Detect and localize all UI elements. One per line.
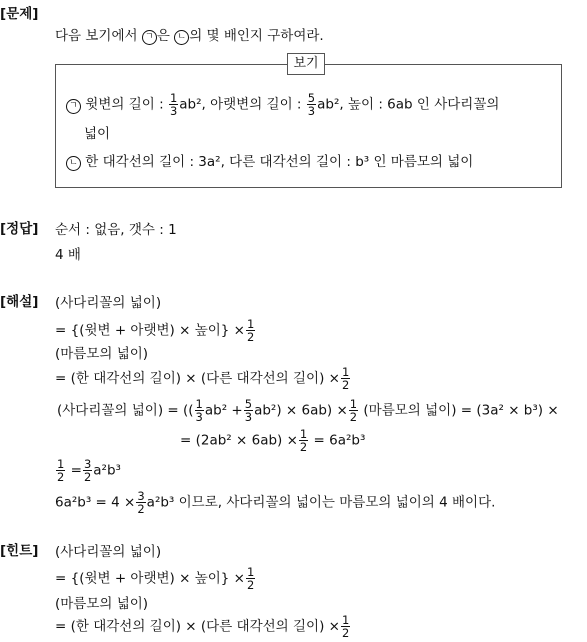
item1-text-a: 윗변의 길이 : [85, 96, 168, 113]
fraction-half: $\frac{1}{2}$ [349, 397, 358, 425]
bogi-item-1 [66, 92, 499, 117]
fraction-three-halves: $\frac{3}{2}$ [137, 489, 145, 517]
question-text-c: 의 몇 배인지 구하여라. [189, 28, 324, 44]
answer-line-2: 4 배 [55, 247, 81, 263]
solution-line-7: $\frac{1}{2}$ = $\frac{3}{2}$ a²b³ [57, 457, 121, 485]
hint-line-4: = (한 대각선의 길이) × (다른 대각선의 길이) × $\frac{1}{2}$ [55, 613, 350, 641]
solution-line-4: = (한 대각선의 길이) × (다른 대각선의 길이) × $\frac{1}{2}$ [55, 365, 350, 393]
question-text-b: 은 [156, 28, 175, 44]
fraction-one-third: $\frac{1}{3}$ [169, 91, 178, 119]
solution-line-5: (사다리꼴의 넓이) = (( $\frac{1}{3}$ ab² + $\frac{5}{3}$ ab²) × 6ab) × $\frac{1}{2}$ (마름모의 넓이) = (3a² × b³) × [57, 397, 559, 425]
item1-text-c: ab², 높이 : 6ab 인 사다리꼴의 [317, 96, 500, 113]
fraction-half: $\frac{1}{2}$ [299, 427, 308, 455]
problem-question [55, 24, 324, 45]
fraction-half: $\frac{1}{2}$ [247, 317, 255, 345]
item1-text-b: ab², 아랫변의 길이 : [179, 96, 306, 113]
marker-giyeok: ㄱ [142, 30, 157, 45]
fraction-one-third: $\frac{1}{3}$ [195, 397, 203, 425]
marker-nieun: ㄴ [174, 30, 189, 45]
solution-tag: [해설] [0, 294, 39, 310]
marker-nieun: ㄴ [66, 156, 81, 171]
item2-text: 한 대각선의 길이 : 3a², 다른 대각선의 길이 : b³ 인 마름모의 넓이 [85, 154, 474, 170]
hint-line-2: = {(윗변 + 아랫변) × 높이} × $\frac{1}{2}$ [55, 565, 255, 593]
question-text-a: 다음 보기에서 [55, 28, 142, 44]
fraction-half: $\frac{1}{2}$ [57, 457, 65, 485]
solution-line-3: (마름모의 넓이) [55, 346, 149, 362]
fraction-half: $\frac{1}{2}$ [247, 565, 255, 593]
solution-line-8: 6a²b³ = 4 × $\frac{3}{2}$ a²b³ 이므로, 사다리꼴의 넓이는 마름모의 넓이의 4 배이다. [55, 489, 496, 517]
solution-line-6: = (2ab² × 6ab) × $\frac{1}{2}$ = 6a²b³ [180, 427, 366, 455]
answer-line-1: 순서 : 없음, 갯수 : 1 [55, 222, 177, 238]
answer-tag: [정답] [0, 221, 39, 237]
marker-giyeok: ㄱ [66, 99, 81, 114]
fraction-five-thirds: $\frac{5}{3}$ [244, 397, 253, 425]
hint-tag: [힌트] [0, 543, 39, 559]
fraction-three-halves: $\frac{3}{2}$ [83, 457, 92, 485]
fraction-half: $\frac{1}{2}$ [341, 613, 350, 641]
fraction-five-thirds: $\frac{5}{3}$ [307, 91, 316, 119]
hint-line-1: (사다리꼴의 넓이) [55, 544, 162, 560]
bogi-item-2 [66, 150, 473, 171]
bogi-item-1-cont: 넓이 [84, 126, 111, 142]
fraction-half: $\frac{1}{2}$ [341, 365, 350, 393]
hint-line-3: (마름모의 넓이) [55, 596, 149, 612]
bogi-title: 보기 [287, 53, 325, 75]
solution-line-2: = {(윗변 + 아랫변) × 높이} × $\frac{1}{2}$ [55, 317, 255, 345]
problem-tag: [문제] [0, 6, 39, 22]
solution-line-1: (사다리꼴의 넓이) [55, 295, 162, 311]
